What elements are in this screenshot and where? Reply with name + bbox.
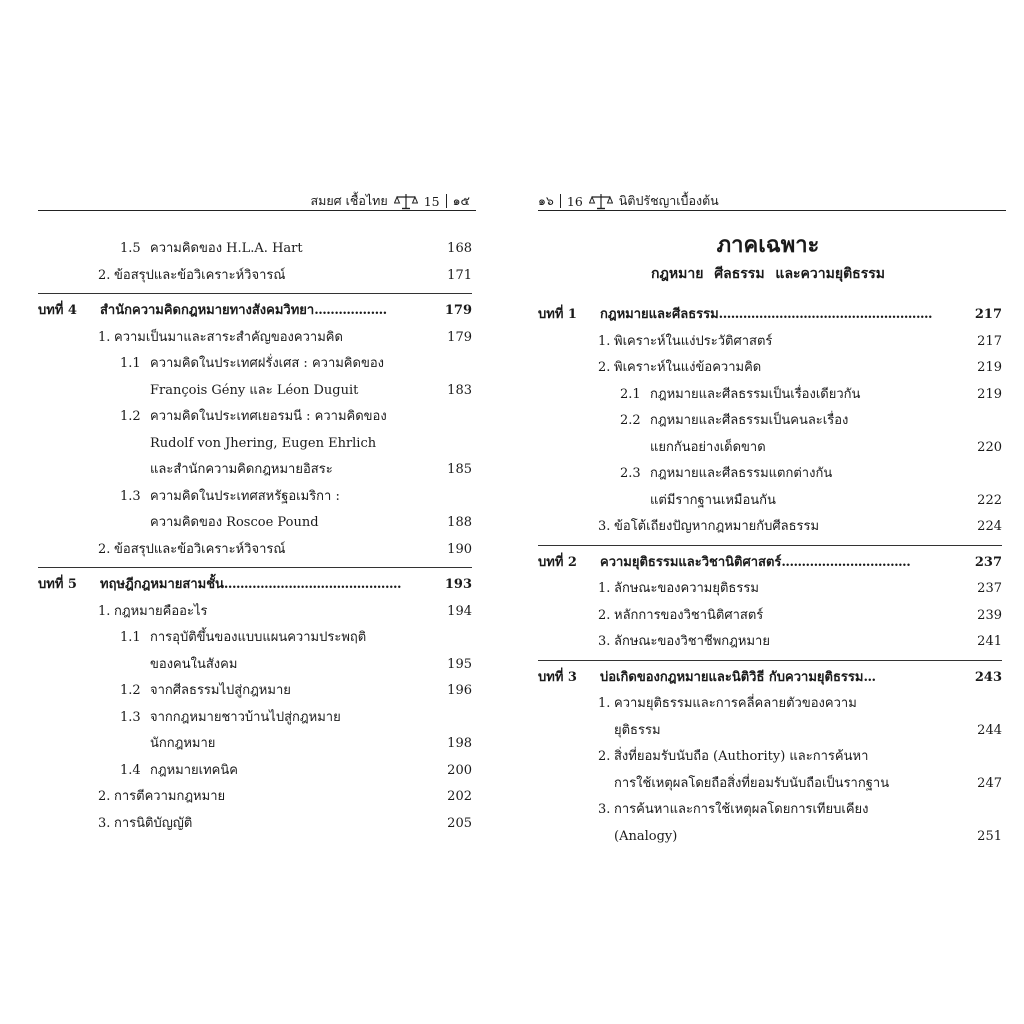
section-number: 1. <box>98 603 111 619</box>
toc-entry-line <box>538 329 1002 356</box>
toc-entry <box>38 404 472 484</box>
section-number: 2. <box>598 749 611 764</box>
page-number: 205 <box>447 815 472 831</box>
page-number: 219 <box>977 360 1002 375</box>
page-number: 193 <box>444 577 472 592</box>
book-title: นิติปรัชญาเบื้องต้น <box>618 193 719 208</box>
toc-entry <box>38 758 472 785</box>
toc-entry <box>538 603 1002 630</box>
toc-entry-line <box>538 514 1002 541</box>
section-number: 2.3 <box>620 466 641 481</box>
part-title: ภาคเฉพาะ <box>716 232 820 258</box>
toc-entry-line <box>38 625 472 652</box>
page-number: 222 <box>977 492 1002 508</box>
section-number: 1.1 <box>120 630 141 645</box>
page-number: 217 <box>977 333 1002 349</box>
section-number: 1.5 <box>120 241 141 256</box>
section-title: ลักษณะของความยุติธรรม <box>614 581 759 596</box>
section-title: ความยุติธรรมและการคลี่คลายตัวของความ <box>614 696 857 711</box>
page-number: 237 <box>977 581 1002 596</box>
toc-entry-line <box>538 576 1002 603</box>
toc-entry-line <box>38 298 472 325</box>
section-title: การนิติบัญญัติ <box>114 815 193 831</box>
toc-chapter-entry <box>538 302 1002 329</box>
section-title: กฎหมายคืออะไร <box>114 603 208 619</box>
section-title: กฎหมายและศีลธรรมเป็นคนละเรื่อง <box>650 413 849 428</box>
section-title: ข้อสรุปและข้อวิเคราะห์วิจารณ์ <box>114 267 286 283</box>
toc-entry-line <box>38 678 472 705</box>
page-number: 243 <box>974 669 1002 685</box>
toc-entry <box>38 599 472 626</box>
toc-entry-line <box>38 263 472 290</box>
chapter-title: กฎหมายและศีลธรรม <box>600 307 719 322</box>
toc-entry <box>38 325 472 352</box>
section-title: สิ่งที่ยอมรับนับถือ (Authority) และการค้นหา <box>614 749 869 764</box>
header-rule <box>538 210 1006 211</box>
toc-entry-line <box>38 731 472 758</box>
section-number: 1. <box>598 696 611 711</box>
section-number: 2.1 <box>620 386 641 402</box>
section-title: การตีความกฎหมาย <box>114 789 226 804</box>
author-name: สมยศ เชื้อไทย <box>310 193 388 208</box>
dot-leader: .................. <box>314 303 387 318</box>
toc-chapter-entry <box>38 298 472 325</box>
page-number: 237 <box>974 554 1002 570</box>
section-title: หลักการของวิชานิติศาสตร์ <box>614 607 764 623</box>
chapter-title: บ่อเกิดของกฎหมายและนิติวิธี กับความยุติธรรม <box>600 669 864 685</box>
page-number: 219 <box>977 386 1002 402</box>
page-number: 220 <box>977 439 1002 455</box>
section-number: 2. <box>598 360 611 375</box>
section-number: 1. <box>598 581 611 596</box>
toc-entry <box>538 355 1002 382</box>
section-number: 2. <box>98 267 111 283</box>
section-number: 1.2 <box>120 683 141 698</box>
page-number: 183 <box>447 382 472 398</box>
section-title: กฎหมายเทคนิค <box>150 762 238 778</box>
page-number: 188 <box>447 515 472 530</box>
toc-entry-line <box>538 408 1002 435</box>
chapter-divider <box>538 660 1002 661</box>
toc-entry <box>538 744 1002 797</box>
page-number-arabic: 15 <box>423 193 440 209</box>
page-number: 190 <box>447 541 472 557</box>
toc-entry <box>38 678 472 705</box>
section-title: และสำนักความคิดกฎหมายอิสระ <box>150 462 333 477</box>
page-number: 217 <box>974 307 1002 322</box>
toc-entry-line <box>538 691 1002 718</box>
page-number: 194 <box>447 603 472 619</box>
toc-entry-line <box>38 784 472 811</box>
toc-entry-line <box>38 484 472 511</box>
page-number: 195 <box>447 656 472 672</box>
chapter-title: ความยุติธรรมและวิชานิติศาสตร์ <box>600 554 782 570</box>
toc-entry-line <box>538 744 1002 771</box>
page-number-thai: ๑๕ <box>452 193 470 208</box>
chapter-number: บทที่ 3 <box>538 669 577 685</box>
page-number: 168 <box>447 241 472 256</box>
page-number: 185 <box>447 462 472 477</box>
toc-chapter-entry <box>538 550 1002 577</box>
toc-entry-line <box>38 351 472 378</box>
toc-entry <box>38 625 472 678</box>
chapter-number: บทที่ 1 <box>538 307 577 322</box>
page-number-arabic: 16 <box>566 193 583 209</box>
chapter-number: บทที่ 5 <box>38 577 77 592</box>
toc-entry-line <box>538 603 1002 630</box>
header-rule <box>38 210 476 211</box>
page-number: 247 <box>977 775 1002 791</box>
section-title: จากศีลธรรมไปสู่กฎหมาย <box>150 683 291 698</box>
section-number: 3. <box>98 815 111 831</box>
toc-entry <box>38 705 472 758</box>
toc-entry-line <box>538 771 1002 798</box>
toc-entry <box>538 629 1002 656</box>
toc-entry-line <box>38 431 472 458</box>
page-number-thai: ๑๖ <box>538 193 554 208</box>
toc-left <box>38 236 472 837</box>
section-title: ความคิดในประเทศเยอรมนี : ความคิดของ <box>150 409 387 424</box>
page-number: 179 <box>444 303 472 318</box>
toc-entry <box>538 382 1002 409</box>
toc-entry-line <box>38 811 472 838</box>
dot-leader: ............................................ <box>223 577 402 592</box>
section-title: ลักษณะของวิชาชีพกฎหมาย <box>614 634 770 649</box>
right-running-head <box>538 192 719 210</box>
section-title: พิเคราะห์ในแง่ข้อความคิด <box>614 360 762 375</box>
toc-entry-line <box>538 718 1002 745</box>
page-number: 196 <box>447 683 472 698</box>
toc-entry <box>538 461 1002 514</box>
page-number: 244 <box>977 722 1002 738</box>
toc-entry-line <box>538 797 1002 824</box>
scales-of-justice-icon <box>394 192 418 210</box>
section-title: ข้อโต้เถียงปัญหากฎหมายกับศีลธรรม <box>614 519 820 534</box>
section-title: ยุติธรรม <box>614 722 661 738</box>
toc-entry-line <box>538 824 1002 851</box>
toc-entry <box>538 576 1002 603</box>
toc-entry-line <box>38 378 472 405</box>
toc-entry-line <box>538 550 1002 577</box>
chapter-title: สำนักความคิดกฎหมายทางสังคมวิทยา <box>100 303 315 318</box>
section-title: ข้อสรุปและข้อวิเคราะห์วิจารณ์ <box>114 541 286 557</box>
toc-entry-line <box>538 382 1002 409</box>
toc-entry <box>38 784 472 811</box>
scales-of-justice-icon <box>589 192 613 210</box>
chapter-number: บทที่ 4 <box>38 303 77 318</box>
chapter-number: บทที่ 2 <box>538 554 577 570</box>
section-title: Rudolf von Jhering, Eugen Ehrlich <box>150 435 377 451</box>
section-title: การอุบัติขึ้นของแบบแผนความประพฤติ <box>150 630 367 645</box>
toc-entry-line <box>38 572 472 599</box>
section-title: นักกฎหมาย <box>150 736 216 751</box>
toc-entry <box>38 811 472 838</box>
section-number: 1.3 <box>120 488 141 504</box>
toc-entry-line <box>38 652 472 679</box>
toc-entry <box>38 484 472 537</box>
part-subtitle: กฎหมาย ศีลธรรม และความยุติธรรม <box>651 266 885 282</box>
section-title: จากกฎหมายชาวบ้านไปสู่กฎหมาย <box>150 709 341 725</box>
toc-chapter-entry <box>538 665 1002 692</box>
dot-leader: ..................................................... <box>718 307 933 322</box>
page-number: 179 <box>447 329 472 345</box>
section-title: การค้นหาและการใช้เหตุผลโดยการเทียบเคียง <box>614 802 869 817</box>
section-title: François Gény และ Léon Duguit <box>150 382 359 398</box>
toc-entry-line <box>38 599 472 626</box>
section-title: แยกกันอย่างเด็ดขาด <box>650 439 766 455</box>
toc-chapter-entry <box>38 572 472 599</box>
toc-entry-line <box>38 705 472 732</box>
toc-entry <box>38 537 472 564</box>
section-title: ความคิดในประเทศฝรั่งเศส : ความคิดของ <box>150 356 384 371</box>
toc-entry <box>38 351 472 404</box>
toc-entry-line <box>38 510 472 537</box>
page-number: 241 <box>977 634 1002 649</box>
section-number: 1.3 <box>120 709 141 725</box>
section-title: ความคิดของ Roscoe Pound <box>150 515 319 530</box>
section-number: 3. <box>598 802 611 817</box>
section-number: 3. <box>598 634 611 649</box>
toc-entry-line <box>538 629 1002 656</box>
toc-entry-line <box>538 665 1002 692</box>
toc-entry <box>538 514 1002 541</box>
section-title: การใช้เหตุผลโดยถือสิ่งที่ยอมรับนับถือเป็นรากฐาน <box>614 775 890 791</box>
toc-entry-line <box>538 355 1002 382</box>
page-number: 251 <box>977 828 1002 844</box>
right-page <box>512 0 1024 1024</box>
section-number: 1.1 <box>120 356 141 371</box>
toc-entry-line <box>538 461 1002 488</box>
chapter-divider <box>38 293 472 294</box>
toc-entry <box>538 691 1002 744</box>
section-title: ของคนในสังคม <box>150 656 238 672</box>
section-title: แต่มีรากฐานเหมือนกัน <box>650 492 776 508</box>
toc-entry <box>538 329 1002 356</box>
dot-leader: ................................ <box>781 554 911 570</box>
toc-entry-line <box>38 457 472 484</box>
toc-entry <box>38 236 472 263</box>
section-number: 1. <box>598 333 611 349</box>
toc-entry <box>538 408 1002 461</box>
chapter-title: ทฤษฎีกฎหมายสามชั้น <box>100 577 224 592</box>
toc-entry-line <box>38 537 472 564</box>
toc-entry-line <box>538 488 1002 515</box>
left-running-head <box>310 192 470 210</box>
toc-entry-line <box>38 758 472 785</box>
header-divider <box>560 194 561 208</box>
toc-entry-line <box>538 435 1002 462</box>
chapter-divider <box>38 567 472 568</box>
section-title: พิเคราะห์ในแง่ประวัติศาสตร์ <box>614 333 773 349</box>
dot-leader: ... <box>863 669 876 685</box>
section-number: 1.4 <box>120 762 141 778</box>
page-number: 224 <box>977 519 1002 534</box>
page-number: 171 <box>447 267 472 283</box>
toc-entry-line <box>538 302 1002 329</box>
section-title: กฎหมายและศีลธรรมเป็นเรื่องเดียวกัน <box>650 386 861 402</box>
header-divider <box>446 194 447 208</box>
section-title: ความคิดในประเทศสหรัฐอเมริกา : <box>150 488 340 504</box>
section-number: 1. <box>98 329 111 345</box>
page-number: 198 <box>447 736 472 751</box>
page-number: 202 <box>447 789 472 804</box>
toc-entry <box>538 797 1002 850</box>
section-number: 2. <box>598 607 611 623</box>
toc-entry <box>38 263 472 290</box>
toc-right <box>538 302 1002 850</box>
section-number: 2. <box>98 789 111 804</box>
section-number: 1.2 <box>120 409 141 424</box>
page-number: 200 <box>447 762 472 778</box>
section-title: (Analogy) <box>614 828 678 844</box>
section-title: ความเป็นมาและสาระสำคัญของความคิด <box>114 329 343 345</box>
section-number: 2. <box>98 541 111 557</box>
toc-entry-line <box>38 236 472 263</box>
toc-entry-line <box>38 404 472 431</box>
section-number: 2.2 <box>620 413 641 428</box>
section-number: 3. <box>598 519 611 534</box>
section-title: ความคิดของ H.L.A. Hart <box>150 241 303 256</box>
section-title: กฎหมายและศีลธรรมแตกต่างกัน <box>650 466 833 481</box>
chapter-divider <box>538 545 1002 546</box>
page-number: 239 <box>977 607 1002 623</box>
toc-entry-line <box>38 325 472 352</box>
